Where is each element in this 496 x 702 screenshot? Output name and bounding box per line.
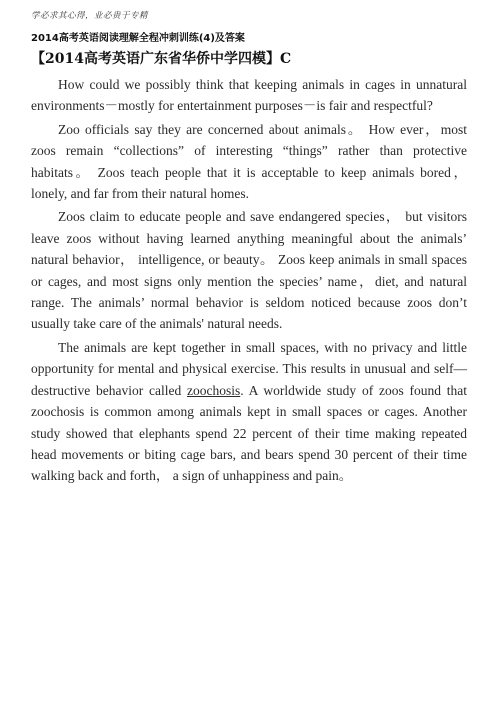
paragraph-4-part-2: . A worldwide study of zoos found that zoochosis is common among animals kept in small spaces or cages. Another study showed that elephants spend 22 percent of their time making repeated head movements or biting cage bars, and bears spend 30 percent of their time walking back and forth， a sign of unhappiness and pain。 xyxy=(31,382,467,484)
paragraph-4-part-1: The animals are kept together in small spaces, with no privacy and little opportunity for mental and physical exercise. This results in unusual and self—destructive behavior called xyxy=(31,339,467,398)
paragraph-4 xyxy=(31,337,467,487)
passage-body xyxy=(31,74,467,489)
paragraph-3: Zoos claim to educate people and save endangered species， but visitors leave zoos without having learned anything meaningful about the animals’ natural behavior， intelligence, or beauty。 Zoos keep animals in small spaces or cages, and most signs only mention the species’ name，diet, and natural range. The animals’ normal behavior is seldom noticed because zoos don’t usually take care of the animals' natural needs. xyxy=(31,209,467,332)
paragraph-1: How could we possibly think that keeping animals in cages in unnatural environments－mostly for entertainment purposes－is fair and respectful? xyxy=(31,77,467,114)
document-title: 2014高考英语阅读理解全程冲刺训练(4)及答案 xyxy=(31,33,245,44)
section-heading: 【2014高考英语广东省华侨中学四模】C xyxy=(31,51,292,67)
paragraph-2: Zoo officials say they are concerned about animals。 How ever，most zoos remain “collections” of interesting “things” rather than protective habitats。 Zoos teach people that it is acceptable to keep animals bored， lonely, and far from their natural homes. xyxy=(31,121,467,202)
underlined-term-zoochosis: zoochosis xyxy=(187,382,241,398)
header-motto: 学必求其心得，业必贵于专精 xyxy=(31,11,149,21)
